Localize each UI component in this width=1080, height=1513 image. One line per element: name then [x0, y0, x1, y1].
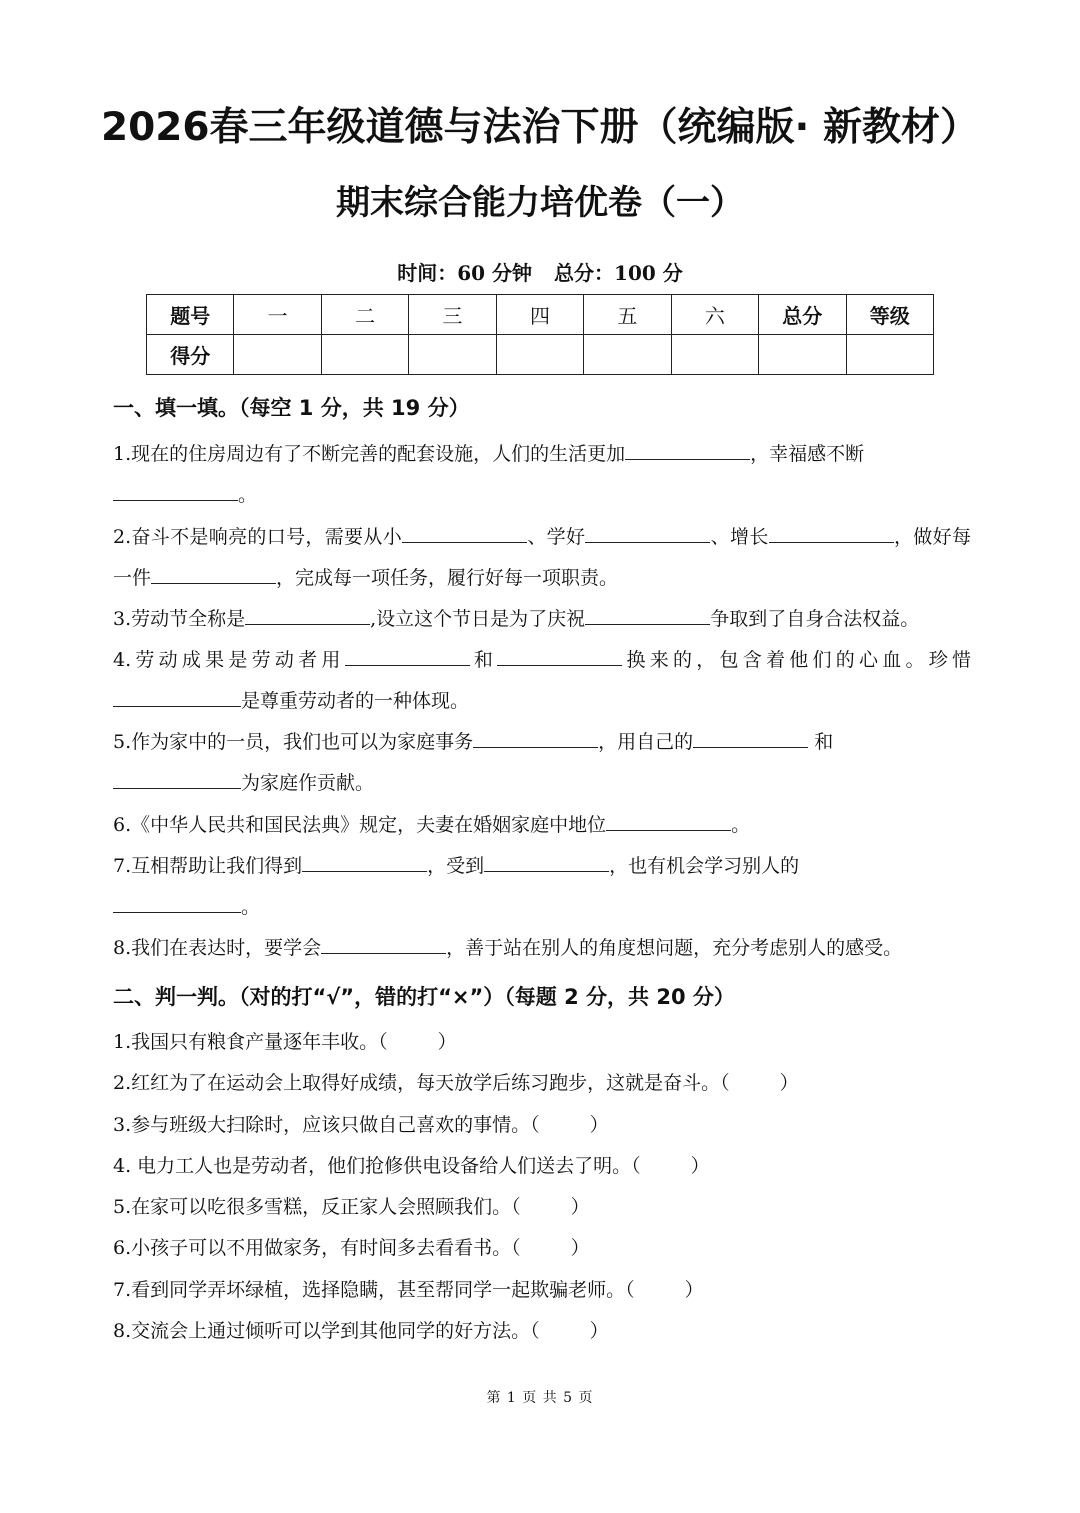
question-text: 为家庭作贡献。 — [241, 772, 375, 794]
fill-question-8 — [113, 928, 971, 969]
question-text: 6.小孩子可以不用做家务，有时间多去看看书。（ — [113, 1237, 521, 1259]
question-text: 8.我们在表达时，要学会 — [113, 937, 322, 959]
answer-blank[interactable] — [245, 602, 370, 625]
score-cell — [759, 335, 846, 375]
answer-blank[interactable] — [585, 602, 710, 625]
section-2-heading: 二、判一判。（对的打“√”，错的打“×”）（每题 2 分，共 20 分） — [113, 985, 735, 1009]
question-text: ，完成每一项任务，履行好每一项职责。 — [276, 567, 619, 589]
question-text: ，受到 — [427, 855, 485, 877]
answer-blank[interactable] — [113, 766, 241, 789]
score-cell — [234, 335, 321, 375]
score-header-cell: 四 — [496, 295, 583, 335]
answer-blank[interactable] — [585, 520, 710, 543]
answer-blank[interactable] — [302, 849, 427, 872]
score-header-cell: 总分 — [759, 295, 846, 335]
question-text: ，幸福感不断 — [750, 443, 865, 465]
question-text: 2.红红为了在运动会上取得好成绩，每天放学后练习跑步，这就是奋斗。（ — [113, 1072, 730, 1094]
score-table-score-row — [147, 335, 934, 375]
exam-meta — [0, 258, 1080, 288]
fill-question-1 — [113, 434, 971, 516]
question-text: 。 — [241, 896, 261, 918]
question-text: 2.奋斗不是响亮的口号，需要从小 — [113, 526, 403, 548]
answer-blank[interactable] — [113, 478, 238, 501]
answer-blank[interactable] — [693, 725, 808, 748]
score-cell — [584, 335, 671, 375]
fill-question-3 — [113, 599, 971, 640]
score-header-cell: 三 — [409, 295, 496, 335]
exam-total-score: 总分：100 分 — [554, 261, 683, 285]
judge-question-3 — [113, 1110, 609, 1140]
question-text: 和 — [469, 649, 498, 671]
judge-question-7 — [113, 1275, 704, 1305]
question-text: 1.现在的住房周边有了不断完善的配套设施，人们的生活更加 — [113, 443, 626, 465]
answer-blank[interactable] — [497, 643, 622, 666]
close-paren: ） — [570, 1237, 590, 1259]
close-paren: ） — [779, 1072, 799, 1094]
score-header-cell: 六 — [671, 295, 758, 335]
fill-question-5 — [113, 722, 971, 804]
question-text: ，用自己的 — [598, 731, 694, 753]
exam-time: 时间：60 分钟 — [397, 261, 533, 285]
answer-blank[interactable] — [113, 684, 241, 707]
score-header-cell: 五 — [584, 295, 671, 335]
page-footer: 第 1 页 共 5 页 — [486, 1390, 594, 1406]
judge-question-8 — [113, 1316, 609, 1346]
answer-blank[interactable] — [321, 931, 446, 954]
question-text: 8.交流会上通过倾听可以学到其他同学的好方法。（ — [113, 1320, 540, 1342]
score-cell — [671, 335, 758, 375]
question-text: 。 — [238, 484, 258, 506]
question-text: 4. 电力工人也是劳动者，他们抢修供电设备给人们送去了明。（ — [113, 1155, 641, 1177]
question-text: 、增长 — [710, 526, 769, 548]
score-header-cell: 等级 — [846, 295, 934, 335]
answer-blank[interactable] — [151, 561, 276, 584]
score-table-header-row — [147, 295, 934, 335]
answer-blank[interactable] — [113, 890, 241, 913]
close-paren: ） — [684, 1279, 704, 1301]
exam-subtitle: 期末综合能力培优卷（一） — [336, 183, 744, 223]
question-text: 和 — [808, 731, 834, 753]
question-text: 7.看到同学弄坏绿植，选择隐瞒，甚至帮同学一起欺骗老师。（ — [113, 1279, 635, 1301]
close-paren: ） — [437, 1031, 457, 1053]
exam-title: 2026春三年级道德与法治下册（统编版· 新教材） — [101, 105, 979, 150]
question-text: 4.劳动成果是劳动者用 — [113, 649, 345, 671]
fill-question-4 — [113, 640, 971, 722]
question-text: 3.劳动节全称是 — [113, 608, 246, 630]
answer-blank[interactable] — [473, 725, 598, 748]
answer-blank[interactable] — [402, 520, 527, 543]
score-cell — [496, 335, 583, 375]
question-text: ,设立这个节日是为了庆祝 — [370, 608, 586, 630]
question-text: 7.互相帮助让我们得到 — [113, 855, 303, 877]
answer-blank[interactable] — [769, 520, 894, 543]
section-1-heading: 一、填一填。（每空 1 分，共 19 分） — [113, 396, 470, 420]
question-text: 是尊重劳动者的一种体现。 — [241, 690, 470, 712]
close-paren: ） — [589, 1114, 609, 1136]
question-text: ，也有机会学习别人的 — [609, 855, 800, 877]
answer-blank[interactable] — [606, 808, 731, 831]
fill-question-2 — [113, 517, 971, 599]
question-text: 。 — [731, 814, 751, 836]
score-cell — [846, 335, 934, 375]
score-cell — [409, 335, 496, 375]
score-cell — [321, 335, 408, 375]
question-text: ，善于站在别人的角度想问题，充分考虑别人的感受。 — [446, 937, 903, 959]
question-text: 5.作为家中的一员，我们也可以为家庭事务 — [113, 731, 474, 753]
question-text: 换来的，包含着他们的心血。珍惜 — [622, 649, 971, 671]
question-text: ，做好每一件 — [113, 526, 971, 589]
answer-blank[interactable] — [345, 643, 470, 666]
judge-question-2 — [113, 1068, 799, 1098]
score-header-cell: 题号 — [147, 295, 234, 335]
judge-question-1 — [113, 1027, 457, 1057]
question-text: 3.参与班级大扫除时，应该只做自己喜欢的事情。（ — [113, 1114, 540, 1136]
question-text: 5.在家可以吃很多雪糕，反正家人会照顾我们。（ — [113, 1196, 521, 1218]
answer-blank[interactable] — [484, 849, 609, 872]
close-paren: ） — [690, 1155, 710, 1177]
question-text: 6.《中华人民共和国民法典》规定，夫妻在婚姻家庭中地位 — [113, 814, 607, 836]
judge-question-6 — [113, 1233, 590, 1263]
answer-blank[interactable] — [625, 437, 750, 460]
score-header-cell: 二 — [321, 295, 408, 335]
score-header-cell: 一 — [234, 295, 321, 335]
fill-question-7 — [113, 846, 971, 928]
question-text: 争取到了自身合法权益。 — [710, 608, 920, 630]
score-table — [146, 294, 934, 375]
question-text: 1.我国只有粮食产量逐年丰收。（ — [113, 1031, 388, 1053]
close-paren: ） — [570, 1196, 590, 1218]
score-row-label: 得分 — [147, 335, 234, 375]
judge-question-4 — [113, 1151, 710, 1181]
close-paren: ） — [589, 1320, 609, 1342]
fill-question-6 — [113, 805, 971, 846]
judge-question-5 — [113, 1192, 590, 1222]
question-text: 、学好 — [527, 526, 586, 548]
